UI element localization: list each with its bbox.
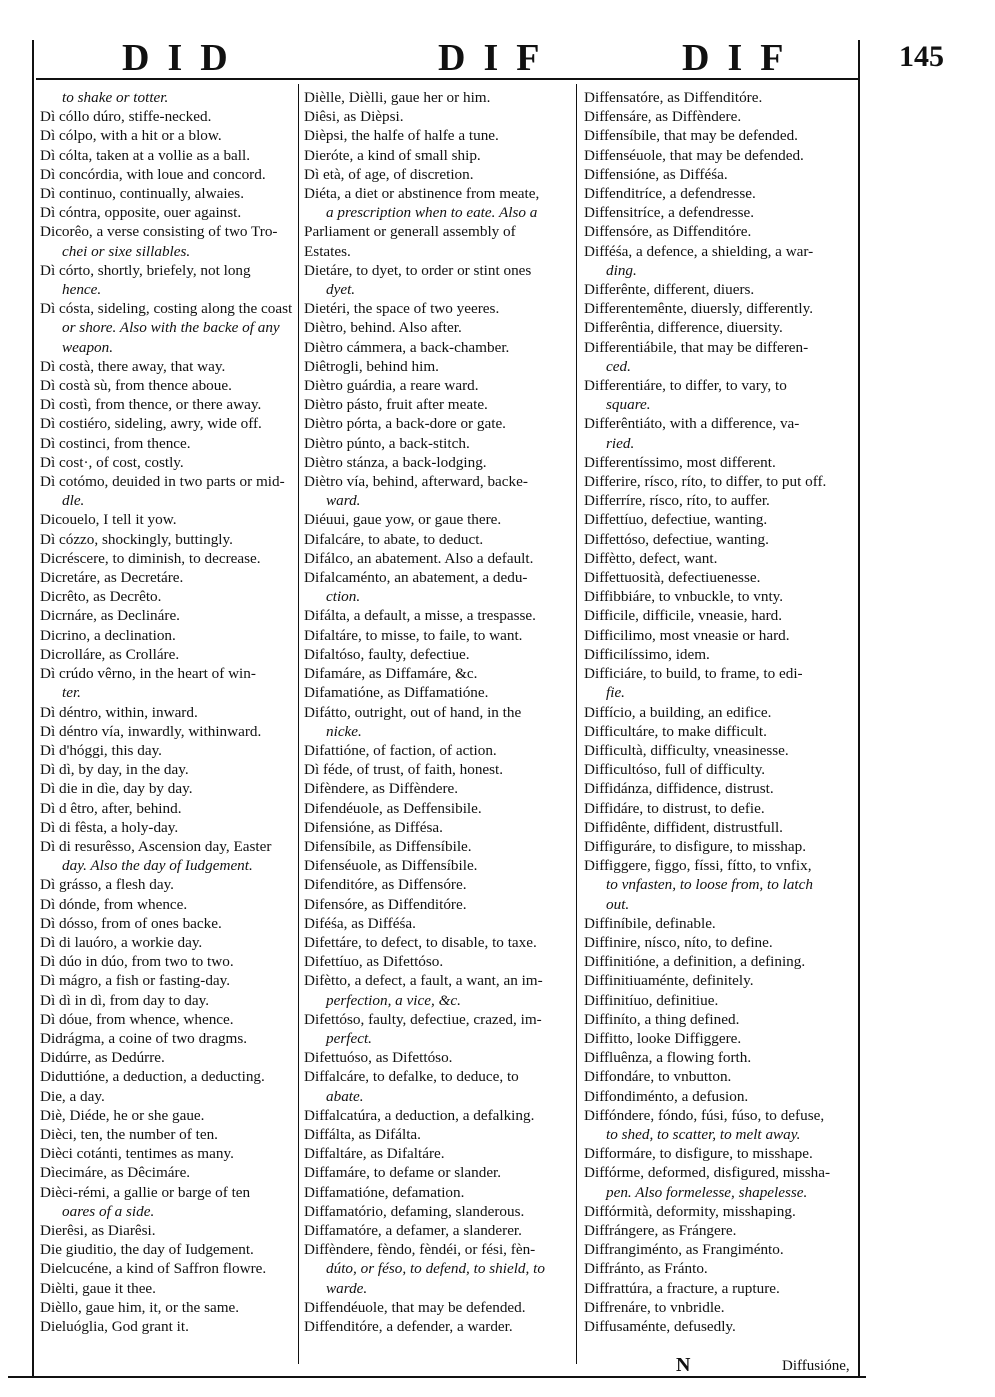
- dictionary-line: Dì continuo, continually, alwaies.: [40, 185, 244, 203]
- dictionary-line: Dì grásso, a flesh day.: [40, 876, 174, 894]
- dictionary-line: Dì cóllo dúro, stiffe-necked.: [40, 108, 212, 126]
- dictionary-line: perfect.: [326, 1029, 372, 1047]
- dictionary-line: Difettíuo, as Difettóso.: [304, 953, 444, 971]
- dictionary-line: Difettuóso, as Difettóso.: [304, 1049, 453, 1067]
- dictionary-line: Diffrángere, as Frángere.: [584, 1221, 737, 1239]
- dictionary-line: Dièci-rémi, a gallie or barge of ten: [40, 1183, 251, 1201]
- dictionary-line: Diffenditríce, a defendresse.: [584, 185, 756, 203]
- dictionary-line: Difèndere, as Diffèndere.: [304, 780, 459, 798]
- signature-mark: N: [676, 1354, 691, 1376]
- column-2: [304, 88, 572, 1336]
- dictionary-line: Diffinire, nísco, níto, to define.: [584, 933, 773, 951]
- dictionary-line: Diffóndere, fóndo, fúsi, fúso, to defuse,: [584, 1106, 825, 1124]
- dictionary-line: Diffálta, as Difálta.: [304, 1125, 421, 1143]
- dictionary-line: Diffondiménto, a defusion.: [584, 1087, 749, 1105]
- dictionary-line: Dì di fêsta, a holy-day.: [40, 818, 179, 836]
- dictionary-line: square.: [606, 396, 651, 414]
- dictionary-line: Dicrêto, as Decrêto.: [40, 588, 162, 606]
- dictionary-line: Diffluênza, a flowing forth.: [584, 1049, 752, 1067]
- dictionary-line: Diffinitióne, a definition, a defining.: [584, 953, 806, 971]
- left-border-rule: [32, 40, 34, 1378]
- dictionary-line: ter.: [62, 684, 81, 702]
- page-number: 145: [899, 40, 944, 73]
- dictionary-line: Dièlle, Dièlli, gaue her or him.: [304, 89, 491, 106]
- dictionary-line: Diffitto, looke Diffiggere.: [584, 1029, 742, 1047]
- dictionary-line: Dièlti, gaue it thee.: [40, 1279, 156, 1297]
- dictionary-line: Dì dì, by day, in the day.: [40, 761, 189, 779]
- dictionary-line: Difficultóso, full of difficulty.: [584, 761, 766, 779]
- dictionary-line: Differentiáre, to differ, to vary, to: [584, 377, 787, 395]
- dictionary-line: Diètro stánza, a back-lodging.: [304, 453, 487, 471]
- dictionary-line: Dì costinci, from thence.: [40, 434, 191, 452]
- dictionary-line: Dì costiéro, sideling, awry, wide off.: [40, 415, 262, 433]
- dictionary-line: Diêtrogli, behind him.: [304, 357, 439, 375]
- dictionary-line: Difalcáre, to abate, to deduct.: [304, 530, 484, 548]
- dictionary-line: Difensóre, as Diffenditóre.: [304, 895, 467, 913]
- dictionary-line: Diffettíuo, defectiue, wanting.: [584, 511, 768, 529]
- header-left-guideword: DID: [122, 37, 246, 79]
- dictionary-line: Dicrolláre, as Crolláre.: [40, 645, 180, 663]
- dictionary-line: to shake or totter.: [62, 89, 169, 106]
- dictionary-line: Diffamatório, defaming, slanderous.: [304, 1202, 525, 1220]
- dictionary-line: Diètro pórta, a back-dore or gate.: [304, 415, 506, 433]
- dictionary-line: Diduttióne, a deduction, a deducting.: [40, 1068, 265, 1086]
- dictionary-line: or shore. Also with the backe of any: [62, 319, 280, 337]
- dictionary-line: Dicorêo, a verse consisting of two Tro-: [40, 223, 278, 241]
- dictionary-line: Dì età, of age, of discretion.: [304, 165, 474, 183]
- dictionary-line: Diffenséuole, that may be defended.: [584, 146, 804, 164]
- dictionary-line: Diffensióne, as Difféśa.: [584, 165, 728, 183]
- dictionary-line: Diffiguráre, to disfigure, to misshap.: [584, 837, 807, 855]
- dictionary-line: Dielcucéne, a kind of Saffron flowre.: [40, 1260, 267, 1278]
- dictionary-line: Diè, Diéde, he or she gaue.: [40, 1106, 205, 1124]
- dictionary-line: Didrágma, a coine of two dragms.: [40, 1029, 248, 1047]
- dictionary-line: Diffaltáre, as Difaltáre.: [304, 1145, 445, 1163]
- dictionary-line: Dièci cotánti, tentimes as many.: [40, 1145, 234, 1163]
- dictionary-line: Diètro guárdia, a reare ward.: [304, 377, 479, 395]
- dictionary-line: warde.: [326, 1279, 368, 1297]
- dictionary-line: Dicréscere, to diminish, to decrease.: [40, 549, 261, 567]
- dictionary-line: Diffidênte, diffident, distrustfull.: [584, 818, 783, 836]
- dictionary-line: perfection, a vice, &c.: [326, 991, 461, 1009]
- dictionary-line: Differêntia, difference, diuersity.: [584, 319, 783, 337]
- dictionary-line: Difálta, a default, a misse, a trespasse.: [304, 607, 536, 625]
- dictionary-line: to vnfasten, to loose from, to latch: [606, 876, 813, 894]
- dictionary-line: Dì mágro, a fish or fasting-day.: [40, 972, 231, 990]
- dictionary-line: abate.: [326, 1087, 364, 1105]
- dictionary-line: Dì dóue, from whence, whence.: [40, 1010, 234, 1028]
- dictionary-line: Difálco, an abatement. Also a default.: [304, 549, 534, 567]
- dictionary-line: Difendéuole, as Deffensibile.: [304, 799, 482, 817]
- dictionary-line: Dì cóntra, opposite, ouer against.: [40, 204, 242, 222]
- dictionary-line: pen. Also formelesse, shapelesse.: [606, 1183, 808, 1201]
- dictionary-line: Diffórme, deformed, disfigured, missha-: [584, 1164, 831, 1182]
- dictionary-line: Differentemênte, diuersly, differently.: [584, 300, 813, 318]
- dictionary-line: Diffiggere, figgo, físsi, fítto, to vnfix,: [584, 857, 812, 875]
- dictionary-line: Diffondáre, to vnbutton.: [584, 1068, 732, 1086]
- dictionary-line: Dì dúo in dúo, from two to two.: [40, 953, 234, 971]
- dictionary-line: Dicretáre, as Decretáre.: [40, 569, 184, 587]
- dictionary-line: Difettóso, faulty, defectiue, crazed, im-: [304, 1010, 542, 1028]
- dictionary-line: Dì déntro vía, inwardly, withinward.: [40, 722, 262, 740]
- dictionary-line: Differentiábile, that may be differen-: [584, 338, 809, 356]
- dictionary-line: Difaltáre, to misse, to faile, to want.: [304, 626, 523, 644]
- dictionary-line: Dì crúdo vêrno, in the heart of win-: [40, 665, 256, 683]
- dictionary-line: Dì d êtro, after, behind.: [40, 799, 182, 817]
- dictionary-line: chei or sixe sillables.: [62, 242, 191, 260]
- dictionary-line: Diffèndere, fèndo, fèndéi, or fési, fèn-: [304, 1241, 536, 1259]
- dictionary-line: Diffamatióne, defamation.: [304, 1183, 465, 1201]
- dictionary-line: Diffettuosità, defectiuenesse.: [584, 569, 761, 587]
- dictionary-line: Diffinitíuo, definitiue.: [584, 991, 719, 1009]
- dictionary-line: Diffórmità, deformity, misshaping.: [584, 1202, 796, 1220]
- dictionary-line: Difattióne, of faction, of action.: [304, 741, 497, 759]
- dictionary-line: Didúrre, as Dedúrre.: [40, 1049, 165, 1067]
- dictionary-line: Dì costà sù, from thence aboue.: [40, 377, 232, 395]
- dictionary-line: Difalcaménto, an abatement, a dedu-: [304, 569, 528, 587]
- dictionary-line: weapon.: [62, 338, 114, 356]
- header-center-guideword: DIF: [438, 37, 558, 79]
- bottom-border-rule: [8, 1376, 866, 1378]
- dictionary-line: Estates.: [304, 242, 351, 260]
- dictionary-line: Die, a day.: [40, 1087, 105, 1105]
- dictionary-line: to shed, to scatter, to melt away.: [606, 1125, 801, 1143]
- dictionary-line: Dicouelo, I tell it yow.: [40, 511, 177, 529]
- dictionary-line: Diètro púnto, a back-stitch.: [304, 434, 470, 452]
- dictionary-line: Dì cost·, of cost, costly.: [40, 453, 184, 471]
- dictionary-line: Diètro vía, behind, afterward, backe-: [304, 473, 528, 491]
- dictionary-line: Difficile, difficile, vneasie, hard.: [584, 607, 783, 625]
- dictionary-line: Difettáre, to defect, to disable, to taxe.: [304, 933, 537, 951]
- dictionary-line: dúto, or féso, to defend, to shield, to: [326, 1260, 545, 1278]
- dictionary-line: Diètro, behind. Also after.: [304, 319, 462, 337]
- dictionary-line: Dì di lauóro, a workie day.: [40, 933, 203, 951]
- dictionary-line: nicke.: [326, 722, 362, 740]
- dictionary-line: Diffalcatúra, a deduction, a defalking.: [304, 1106, 535, 1124]
- dictionary-line: Dì di resurêsso, Ascension day, Easter: [40, 837, 272, 855]
- column-1: [40, 88, 296, 1336]
- column-divider-2: [576, 84, 577, 1364]
- dictionary-line: Dì córto, shortly, briefely, not long: [40, 261, 251, 279]
- dictionary-line: dle.: [62, 492, 85, 510]
- dictionary-line: Dieluóglia, God grant it.: [40, 1318, 189, 1335]
- dictionary-line: Difamatióne, as Diffamatióne.: [304, 684, 489, 702]
- dictionary-line: Difformáre, to disfigure, to misshape.: [584, 1145, 813, 1163]
- dictionary-line: Dicrino, a declination.: [40, 626, 176, 644]
- dictionary-line: Diffício, a building, an edifice.: [584, 703, 772, 721]
- dictionary-line: Diffrattúra, a fracture, a rupture.: [584, 1279, 780, 1297]
- dictionary-line: Differire, rísco, ríto, to differ, to put off.: [584, 473, 827, 491]
- dictionary-line: ward.: [326, 492, 361, 510]
- dictionary-line: a prescription when to eate. Also a: [326, 204, 538, 222]
- dictionary-line: ction.: [326, 588, 361, 606]
- dictionary-line: Diêsi, as Dièpsi.: [304, 108, 404, 126]
- dictionary-line: Diffensatóre, as Diffenditóre.: [584, 89, 763, 106]
- dictionary-line: Diffiníbile, definable.: [584, 914, 716, 932]
- dictionary-line: Difficiáre, to build, to frame, to edi-: [584, 665, 803, 683]
- dictionary-line: Dì concórdia, with loue and concord.: [40, 165, 266, 183]
- dictionary-line: Dì cósta, sideling, costing along the coast: [40, 300, 293, 318]
- dictionary-line: Dì cólpo, with a hit or a blow.: [40, 127, 222, 145]
- dictionary-line: Die giuditio, the day of Iudgement.: [40, 1241, 254, 1259]
- dictionary-line: Dì déntro, within, inward.: [40, 703, 198, 721]
- dictionary-line: Dièllo, gaue him, it, or the same.: [40, 1298, 240, 1316]
- dictionary-line: ried.: [606, 434, 635, 452]
- dictionary-line: Differríre, rísco, ríto, to auffer.: [584, 492, 770, 510]
- dictionary-line: Diffusaménte, defusedly.: [584, 1318, 736, 1335]
- dictionary-line: Difensíbile, as Diffensíbile.: [304, 837, 472, 855]
- dictionary-line: Diffensóre, as Diffenditóre.: [584, 223, 752, 241]
- dictionary-line: Difátto, outright, out of hand, in the: [304, 703, 522, 721]
- dictionary-line: fie.: [606, 684, 625, 702]
- dictionary-line: Differentíssimo, most different.: [584, 453, 776, 471]
- dictionary-line: Diffensitríce, a defendresse.: [584, 204, 755, 222]
- dictionary-line: Difficultà, difficulty, vneasinesse.: [584, 741, 789, 759]
- dictionary-line: Diffensíbile, that may be defended.: [584, 127, 798, 145]
- header-right-guideword: DIF: [682, 37, 802, 79]
- dictionary-line: hence.: [62, 281, 102, 299]
- dictionary-line: Diffrangiménto, as Frangiménto.: [584, 1241, 784, 1259]
- dictionary-line: Diffensáre, as Diffèndere.: [584, 108, 742, 126]
- dictionary-line: Dì dónde, from whence.: [40, 895, 188, 913]
- dictionary-line: Diffenditóre, a defender, a warder.: [304, 1318, 513, 1335]
- dictionary-line: dyet.: [326, 281, 356, 299]
- dictionary-line: Diffettóso, defectiue, wanting.: [584, 530, 769, 548]
- dictionary-line: Diffrenáre, to vnbridle.: [584, 1298, 725, 1316]
- dictionary-line: Difficilíssimo, idem.: [584, 645, 710, 663]
- dictionary-line: oares of a side.: [62, 1202, 155, 1220]
- dictionary-line: Differêntiáto, with a difference, va-: [584, 415, 800, 433]
- dictionary-line: Diféśa, as Difféśa.: [304, 914, 416, 932]
- dictionary-line: Diffidáre, to distrust, to defie.: [584, 799, 765, 817]
- dictionary-line: Difamáre, as Diffamáre, &c.: [304, 665, 478, 683]
- dictionary-line: Dì costì, from thence, or there away.: [40, 396, 262, 414]
- dictionary-line: Difficilimo, most vneasie or hard.: [584, 626, 790, 644]
- dictionary-line: Dì die in dìe, day by day.: [40, 780, 193, 798]
- dictionary-line: Dietéri, the space of two yeeres.: [304, 300, 500, 318]
- dictionary-line: Diètro pásto, fruit after meate.: [304, 396, 488, 414]
- dictionary-line: Difenditóre, as Diffensóre.: [304, 876, 467, 894]
- dictionary-line: Diffètto, defect, want.: [584, 549, 718, 567]
- column-divider-1: [298, 84, 299, 1364]
- dictionary-line: Dì cólta, taken at a vollie as a ball.: [40, 146, 251, 164]
- dictionary-line: Diffibbiáre, to vnbuckle, to vnty.: [584, 588, 784, 606]
- dictionary-line: Dì dósso, from of ones backe.: [40, 914, 222, 932]
- right-border-rule: [858, 40, 860, 1378]
- dictionary-line: Diffránto, as Fránto.: [584, 1260, 708, 1278]
- dictionary-line: Dì cózzo, shockingly, buttingly.: [40, 530, 233, 548]
- dictionary-line: Dièci, ten, the number of ten.: [40, 1125, 218, 1143]
- dictionary-line: day. Also the day of Iudgement.: [62, 857, 253, 875]
- dictionary-line: Dì cotómo, deuided in two parts or mid-: [40, 473, 285, 491]
- dictionary-line: Diffendéuole, that may be defended.: [304, 1298, 526, 1316]
- dictionary-line: ced.: [606, 357, 631, 375]
- dictionary-line: Dicrnáre, as Declináre.: [40, 607, 180, 625]
- dictionary-line: Diffalcáre, to defalke, to deduce, to: [304, 1068, 519, 1086]
- dictionary-line: Dì d'hóggi, this day.: [40, 741, 162, 759]
- dictionary-line: Dièpsi, the halfe of halfe a tune.: [304, 127, 499, 145]
- dictionary-line: Dietáre, to dyet, to order or stint ones: [304, 261, 532, 279]
- catchword: Diffusióne,: [782, 1358, 850, 1374]
- dictionary-line: Diffinitiuaménte, definitely.: [584, 972, 754, 990]
- dictionary-line: Parliament or generall assembly of: [304, 223, 516, 241]
- dictionary-line: out.: [606, 895, 630, 913]
- dictionary-line: Dierêsi, as Diarêsi.: [40, 1221, 156, 1239]
- dictionary-line: Dì dì in dì, from day to day.: [40, 991, 210, 1009]
- dictionary-line: Diéta, a diet or abstinence from meate,: [304, 185, 540, 203]
- dictionary-line: ding.: [606, 261, 637, 279]
- column-3: [584, 88, 854, 1336]
- dictionary-line: Difètto, a defect, a fault, a want, an im-: [304, 972, 543, 990]
- dictionary-line: Dìecimáre, as Dêcimáre.: [40, 1164, 191, 1182]
- dictionary-line: Differênte, different, diuers.: [584, 281, 755, 299]
- dictionary-line: Dieróte, a kind of small ship.: [304, 146, 481, 164]
- dictionary-line: Difenséuole, as Diffensíbile.: [304, 857, 478, 875]
- dictionary-line: Difaltóso, faulty, defectiue.: [304, 645, 470, 663]
- dictionary-line: Difensióne, as Diffésa.: [304, 818, 443, 836]
- dictionary-line: Dì costà, there away, that way.: [40, 357, 226, 375]
- dictionary-line: Difféśa, a defence, a shielding, a war-: [584, 242, 814, 260]
- dictionary-line: Difficultáre, to make difficult.: [584, 722, 767, 740]
- dictionary-line: Dì féde, of trust, of faith, honest.: [304, 761, 504, 779]
- dictionary-line: Diffidánza, diffidence, distrust.: [584, 780, 774, 798]
- dictionary-line: Diffiníto, a thing defined.: [584, 1010, 740, 1028]
- dictionary-line: Diffamatóre, a defamer, a slanderer.: [304, 1221, 522, 1239]
- dictionary-line: Diffamáre, to defame or slander.: [304, 1164, 502, 1182]
- running-header: [36, 30, 966, 80]
- dictionary-line: Diéuui, gaue yow, or gaue there.: [304, 511, 502, 529]
- dictionary-line: Diètro cámmera, a back-chamber.: [304, 338, 510, 356]
